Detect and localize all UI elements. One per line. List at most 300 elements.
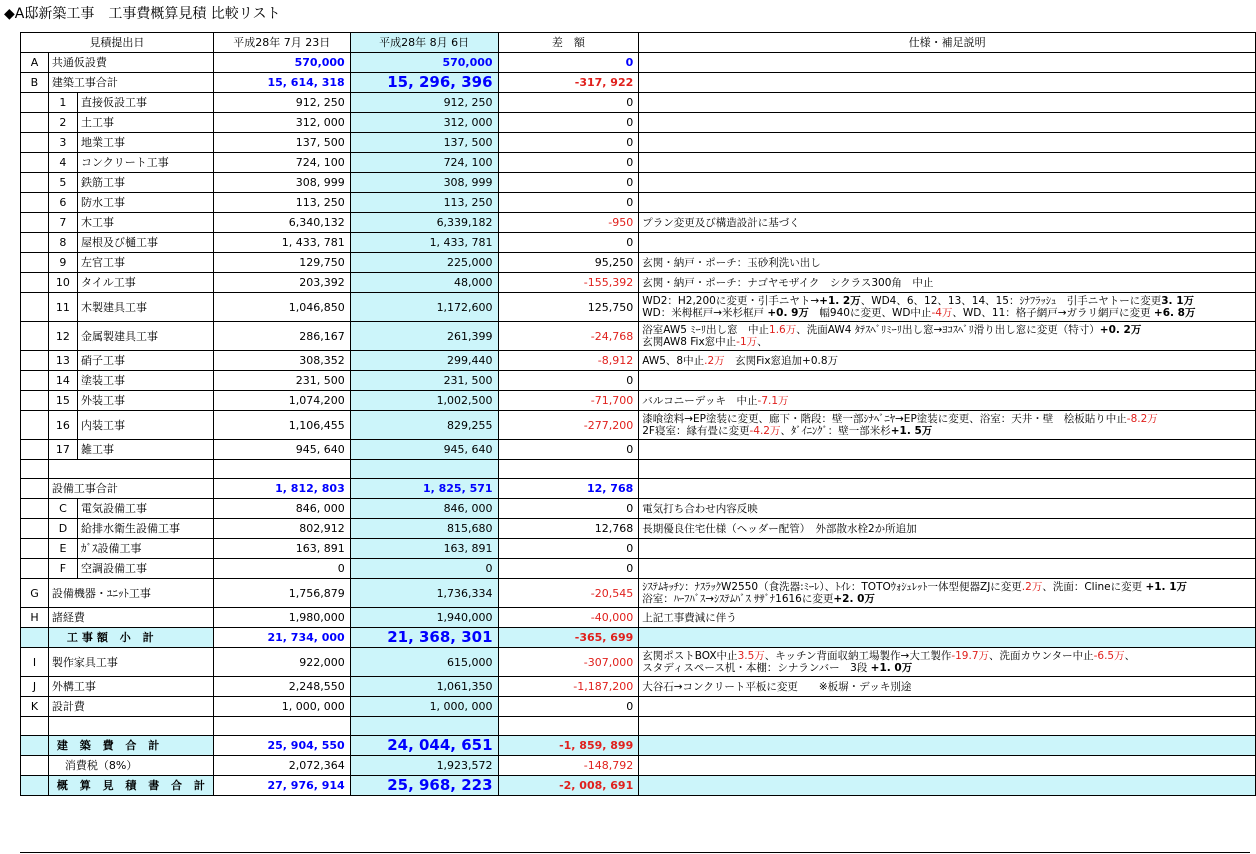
value-date1: 163, 891: [213, 539, 350, 559]
row-indent: [21, 351, 49, 371]
value-date1: 312, 000: [213, 113, 350, 133]
value-date2: 1,923,572: [350, 756, 498, 776]
table-row: [21, 519, 1256, 539]
table-row: [21, 440, 1256, 460]
row-number: 10: [48, 273, 77, 293]
note-text: -4万: [931, 307, 953, 319]
row-note: [639, 717, 1256, 736]
note-text: 、洗面カウンター中止: [989, 650, 1094, 662]
row-note: [639, 559, 1256, 579]
note-text: 浴室：ﾊｰﾌﾊﾞｽ→ｼｽﾃﾑﾊﾞｽ ｻｻﾞﾅ1616に変更: [642, 593, 834, 605]
value-date1: 1, 433, 781: [213, 233, 350, 253]
note-text: 玄関・納戸・ポーチ：玉砂利洗い出し: [642, 256, 821, 269]
row-indent: [21, 153, 49, 173]
note-text: 長期優良住宅仕様（ヘッダー配管） 外部散水栓2か所追加: [642, 522, 917, 535]
row-note: [639, 391, 1256, 411]
row-code: K: [21, 697, 49, 717]
table-row: [21, 460, 1256, 479]
row-label: 金属製建具工事: [77, 322, 213, 351]
value-date1: 1,106,455: [213, 411, 350, 440]
row-note: [639, 411, 1256, 440]
row-label: 外装工事: [77, 391, 213, 411]
table-row: [21, 113, 1256, 133]
row-note: [639, 153, 1256, 173]
row-code: [21, 736, 49, 756]
row-note: [639, 213, 1256, 233]
row-note: [639, 736, 1256, 756]
note-text: 3.5万: [737, 650, 765, 662]
table-row: [21, 153, 1256, 173]
row-note: [639, 253, 1256, 273]
value-diff: 0: [498, 93, 639, 113]
row-number: 4: [48, 153, 77, 173]
table-row: [21, 253, 1256, 273]
value-date2: 308, 999: [350, 173, 498, 193]
value-diff: -71,700: [498, 391, 639, 411]
value-date1: 1, 000, 000: [213, 697, 350, 717]
row-number: 3: [48, 133, 77, 153]
value-date2: 15, 296, 396: [350, 73, 498, 93]
row-note: [639, 440, 1256, 460]
row-number: 9: [48, 253, 77, 273]
row-label: 直接仮設工事: [77, 93, 213, 113]
note-text: 、: [757, 336, 768, 348]
note-text: 、キッチン背面収納工場製作→大工製作: [764, 650, 952, 662]
note-text: 玄関AW8 Fix窓中止: [642, 336, 737, 348]
value-diff: -1, 859, 899: [498, 736, 639, 756]
header-diff: 差 額: [498, 33, 639, 53]
row-note: [639, 479, 1256, 499]
row-indent: [21, 411, 49, 440]
row-label: 雑工事: [77, 440, 213, 460]
value-date2: 113, 250: [350, 193, 498, 213]
row-number: 13: [48, 351, 77, 371]
row-code: [21, 460, 49, 479]
note-text: 2F寝室：縁有畳に変更: [642, 425, 750, 437]
value-date1: [213, 717, 350, 736]
row-note: [639, 273, 1256, 293]
row-note: [639, 133, 1256, 153]
table-row: [21, 559, 1256, 579]
header-row: [21, 33, 1256, 53]
value-diff: -148,792: [498, 756, 639, 776]
note-text: 、洗面：Clineに変更: [1042, 581, 1146, 593]
row-note: [639, 193, 1256, 213]
table-row: [21, 73, 1256, 93]
estimate-comparison-table: [20, 32, 1256, 796]
row-indent: [21, 93, 49, 113]
row-label: 硝子工事: [77, 351, 213, 371]
table-row: [21, 53, 1256, 73]
note-text: ｼｽﾃﾑｷｯﾁﾝ：ﾅｽﾗｯｸW2550（食洗器:ﾐｰﾚ）、ﾄｲﾚ：TOTOｳｫｼｭﾚｯﾄ一体型便器ZJに変更: [642, 581, 1022, 593]
table-row: [21, 628, 1256, 648]
value-date1: 1,074,200: [213, 391, 350, 411]
row-label: 木製建具工事: [77, 293, 213, 322]
note-line: [642, 503, 1251, 515]
note-text: 、: [1124, 650, 1136, 662]
row-code: J: [21, 677, 49, 697]
table-row: [21, 133, 1256, 153]
value-diff: -277,200: [498, 411, 639, 440]
row-code: A: [21, 53, 49, 73]
value-date1: 1, 812, 803: [213, 479, 350, 499]
row-code: [21, 756, 49, 776]
note-line: [642, 395, 1251, 407]
value-date1: 2,248,550: [213, 677, 350, 697]
header-note: 仕様・補足説明: [639, 33, 1256, 53]
value-diff: -365, 699: [498, 628, 639, 648]
row-label: 防水工事: [77, 193, 213, 213]
row-label: 鉄筋工事: [77, 173, 213, 193]
row-note: [639, 776, 1256, 796]
value-date1: 724, 100: [213, 153, 350, 173]
table-row: [21, 371, 1256, 391]
note-text: +6. 8万: [1153, 307, 1196, 319]
note-text: スタディスペース机・本棚：シナランバー 3段: [642, 662, 871, 674]
value-diff: 0: [498, 559, 639, 579]
note-text: 、WD、11：格子網戸→ガラリ網戸に変更: [952, 307, 1154, 319]
note-text: -19.7万: [951, 650, 989, 662]
value-date1: 1,756,879: [213, 579, 350, 608]
value-date2: 312, 000: [350, 113, 498, 133]
value-diff: 125,750: [498, 293, 639, 322]
value-date2: 829,255: [350, 411, 498, 440]
row-note: [639, 73, 1256, 93]
row-label: 内装工事: [77, 411, 213, 440]
value-date2: 1,061,350: [350, 677, 498, 697]
value-diff: 0: [498, 371, 639, 391]
row-indent: [21, 233, 49, 253]
row-number: 14: [48, 371, 77, 391]
value-date2: 1, 433, 781: [350, 233, 498, 253]
row-indent: [21, 499, 49, 519]
value-date1: 15, 614, 318: [213, 73, 350, 93]
note-text: 、WD4、6、12、13、14、15：ｼﾅﾌﾗｯｼｭ 引手ニヤトーに変更: [860, 295, 1162, 307]
row-note: [639, 756, 1256, 776]
row-indent: [21, 133, 49, 153]
table-row: [21, 717, 1256, 736]
row-label: 概 算 見 積 書 合 計: [48, 776, 213, 796]
row-indent: [21, 173, 49, 193]
note-line: [642, 425, 1251, 437]
value-date2: 225,000: [350, 253, 498, 273]
note-text: +1. 2万: [819, 295, 861, 307]
row-label: 屋根及び樋工事: [77, 233, 213, 253]
note-line: [642, 324, 1251, 336]
value-diff: 0: [498, 539, 639, 559]
table-row: [21, 173, 1256, 193]
table-row: [21, 756, 1256, 776]
row-label: 建 築 費 合 計: [48, 736, 213, 756]
row-note: [639, 371, 1256, 391]
row-note: [639, 539, 1256, 559]
value-date2: [350, 717, 498, 736]
value-date2: 1, 000, 000: [350, 697, 498, 717]
table-row: [21, 293, 1256, 322]
note-text: +1. 5万: [890, 425, 933, 437]
table-row: [21, 539, 1256, 559]
note-text: -4.2万: [749, 425, 781, 437]
table-row: [21, 608, 1256, 628]
row-note: [639, 677, 1256, 697]
note-line: [642, 413, 1251, 425]
value-diff: 0: [498, 113, 639, 133]
note-text: +1. 1万: [1145, 581, 1188, 593]
row-indent: [21, 273, 49, 293]
table-row: [21, 391, 1256, 411]
value-diff: 0: [498, 53, 639, 73]
value-date1: 113, 250: [213, 193, 350, 213]
header-item: 見積提出日: [21, 33, 214, 53]
value-date2: 846, 000: [350, 499, 498, 519]
row-number: 15: [48, 391, 77, 411]
row-indent: [21, 559, 49, 579]
value-date1: 129,750: [213, 253, 350, 273]
value-date2: 570,000: [350, 53, 498, 73]
value-date2: 1,736,334: [350, 579, 498, 608]
value-date1: 1,046,850: [213, 293, 350, 322]
value-diff: 0: [498, 173, 639, 193]
note-text: 幅940に変更、WD中止: [808, 307, 932, 319]
row-label: ｶﾞｽ設備工事: [77, 539, 213, 559]
value-date2: 231, 500: [350, 371, 498, 391]
row-indent: [21, 293, 49, 322]
note-text: -6.5万: [1093, 650, 1125, 662]
row-note: [639, 628, 1256, 648]
row-code: [21, 717, 49, 736]
row-label: 電気設備工事: [77, 499, 213, 519]
table-row: [21, 93, 1256, 113]
row-code: I: [21, 648, 49, 677]
value-date1: 945, 640: [213, 440, 350, 460]
row-indent: [21, 213, 49, 233]
row-label: 左官工事: [77, 253, 213, 273]
row-label: 設備工事合計: [48, 479, 213, 499]
row-code: [21, 628, 49, 648]
value-date2: 945, 640: [350, 440, 498, 460]
row-indent: [21, 539, 49, 559]
value-date1: 912, 250: [213, 93, 350, 113]
value-date2: 21, 368, 301: [350, 628, 498, 648]
row-note: [639, 351, 1256, 371]
value-date2: 0: [350, 559, 498, 579]
row-label: [48, 717, 213, 736]
table-row: [21, 499, 1256, 519]
table-row: [21, 677, 1256, 697]
row-number: 12: [48, 322, 77, 351]
row-code: B: [21, 73, 49, 93]
row-number: D: [48, 519, 77, 539]
note-text: 漆喰塗料→EP塗装に変更、廊下・階段：壁一部ｼﾅﾍﾞﾆﾔ→EP塗装に変更、浴室：天井・壁 桧板貼り中止: [642, 413, 1127, 425]
note-text: +1. 0万: [870, 662, 913, 674]
note-line: [642, 217, 1251, 229]
row-label: タイル工事: [77, 273, 213, 293]
table-row: [21, 193, 1256, 213]
note-line: [642, 681, 1251, 693]
row-number: 11: [48, 293, 77, 322]
row-label: 設計費: [48, 697, 213, 717]
note-text: +0. 2万: [1099, 324, 1142, 336]
table-row: [21, 776, 1256, 796]
value-date1: 25, 904, 550: [213, 736, 350, 756]
row-note: [639, 648, 1256, 677]
note-text: 玄関・納戸・ポーチ：ナゴヤモザイク シクラス300角 中止: [642, 276, 934, 289]
note-line: [642, 662, 1251, 674]
note-line: [642, 257, 1251, 269]
value-date2: 724, 100: [350, 153, 498, 173]
row-note: [639, 499, 1256, 519]
row-label: 消費税（8%）: [48, 756, 213, 776]
value-date2: 25, 968, 223: [350, 776, 498, 796]
note-text: .2万: [704, 354, 725, 367]
row-indent: [21, 113, 49, 133]
value-diff: -155,392: [498, 273, 639, 293]
value-date1: [213, 460, 350, 479]
value-diff: 0: [498, 153, 639, 173]
table-row: [21, 322, 1256, 351]
note-text: 3. 1万: [1161, 295, 1195, 307]
table-row: [21, 736, 1256, 756]
table-row: [21, 273, 1256, 293]
note-line: [642, 581, 1251, 593]
value-date2: [350, 460, 498, 479]
row-label: コンクリート工事: [77, 153, 213, 173]
table-row: [21, 411, 1256, 440]
value-diff: -1,187,200: [498, 677, 639, 697]
header-date2: 平成28年 8月 6日: [350, 33, 498, 53]
note-text: 大谷石→コンクリート平板に変更 ※板塀・デッキ別途: [642, 680, 912, 693]
value-diff: -20,545: [498, 579, 639, 608]
row-note: [639, 519, 1256, 539]
table-row: [21, 213, 1256, 233]
note-text: 上記工事費減に伴う: [642, 611, 737, 624]
row-number: F: [48, 559, 77, 579]
note-text: -1万: [736, 336, 758, 348]
row-code: [21, 479, 49, 499]
row-label: 地業工事: [77, 133, 213, 153]
value-diff: 12, 768: [498, 479, 639, 499]
note-line: [642, 593, 1251, 605]
note-text: バルコニーデッキ 中止: [642, 394, 758, 407]
value-date1: 570,000: [213, 53, 350, 73]
row-note: [639, 113, 1256, 133]
note-line: [642, 355, 1251, 367]
note-text: 玄関Fix窓追加+0.8万: [724, 354, 839, 367]
value-diff: 95,250: [498, 253, 639, 273]
row-note: [639, 460, 1256, 479]
row-number: 6: [48, 193, 77, 213]
note-text: WD：米栂框戸→米杉框戸: [642, 307, 768, 319]
row-note: [639, 293, 1256, 322]
value-diff: -8,912: [498, 351, 639, 371]
value-date2: 48,000: [350, 273, 498, 293]
row-note: [639, 608, 1256, 628]
value-diff: 12,768: [498, 519, 639, 539]
page-title: ◆A邸新築工事 工事費概算見積 比較リスト: [4, 6, 281, 22]
value-date2: 1,002,500: [350, 391, 498, 411]
row-indent: [21, 519, 49, 539]
row-number: 7: [48, 213, 77, 233]
value-diff: 0: [498, 499, 639, 519]
header-date1: 平成28年 7月 23日: [213, 33, 350, 53]
value-diff: -950: [498, 213, 639, 233]
value-date2: 261,399: [350, 322, 498, 351]
table-row: [21, 233, 1256, 253]
note-text: 浴室AW5 ﾐｰﾘ出し窓 中止: [642, 324, 770, 336]
row-note: [639, 233, 1256, 253]
row-indent: [21, 371, 49, 391]
value-date1: 203,392: [213, 273, 350, 293]
note-text: .2万: [1021, 581, 1043, 593]
value-diff: 0: [498, 440, 639, 460]
row-number: 2: [48, 113, 77, 133]
note-text: WD2：H2,200に変更・引手ニヤト→: [642, 295, 820, 307]
table-row: [21, 351, 1256, 371]
note-text: -7.1万: [757, 394, 789, 407]
value-date1: 231, 500: [213, 371, 350, 391]
note-text: 電気打ち合わせ内容反映: [642, 502, 758, 515]
value-date2: 1, 825, 571: [350, 479, 498, 499]
value-date2: 912, 250: [350, 93, 498, 113]
value-date2: 815,680: [350, 519, 498, 539]
value-date1: 21, 734, 000: [213, 628, 350, 648]
note-line: [642, 612, 1251, 624]
note-line: [642, 650, 1251, 662]
value-diff: -307,000: [498, 648, 639, 677]
row-number: 17: [48, 440, 77, 460]
note-line: [642, 307, 1251, 319]
row-label: 諸経費: [48, 608, 213, 628]
note-text: +2. 0万: [833, 593, 875, 605]
table-row: [21, 648, 1256, 677]
bottom-rule: [20, 852, 1250, 853]
note-text: +0. 9万: [767, 307, 809, 319]
value-date2: 1,172,600: [350, 293, 498, 322]
value-date1: 286,167: [213, 322, 350, 351]
value-date2: 6,339,182: [350, 213, 498, 233]
value-date1: 308, 999: [213, 173, 350, 193]
row-note: [639, 93, 1256, 113]
value-date1: 27, 976, 914: [213, 776, 350, 796]
value-date1: 2,072,364: [213, 756, 350, 776]
row-label: 空調設備工事: [77, 559, 213, 579]
row-label: 工事額 小 計: [48, 628, 213, 648]
value-diff: 0: [498, 233, 639, 253]
value-date2: 137, 500: [350, 133, 498, 153]
note-text: プラン変更及び構造設計に基づく: [642, 216, 800, 229]
row-number: 1: [48, 93, 77, 113]
row-label: 木工事: [77, 213, 213, 233]
value-diff: -317, 922: [498, 73, 639, 93]
note-line: [642, 336, 1251, 348]
row-note: [639, 53, 1256, 73]
note-line: [642, 523, 1251, 535]
value-date1: 6,340,132: [213, 213, 350, 233]
value-diff: 0: [498, 193, 639, 213]
row-label: 設備機器・ﾕﾆｯﾄ工事: [48, 579, 213, 608]
note-text: 玄関ポストBOX中止: [642, 650, 738, 662]
row-note: [639, 579, 1256, 608]
value-date2: 615,000: [350, 648, 498, 677]
value-diff: 0: [498, 697, 639, 717]
note-text: 、洗面AW4 ﾀﾃｽﾍﾞﾘﾐｰﾘ出し窓→ﾖｺｽﾍﾞﾘ滑り出し窓に変更（特寸）: [796, 324, 1100, 336]
value-date2: 163, 891: [350, 539, 498, 559]
value-diff: 0: [498, 133, 639, 153]
row-label: 製作家具工事: [48, 648, 213, 677]
row-number: 5: [48, 173, 77, 193]
table-row: [21, 697, 1256, 717]
row-indent: [21, 193, 49, 213]
